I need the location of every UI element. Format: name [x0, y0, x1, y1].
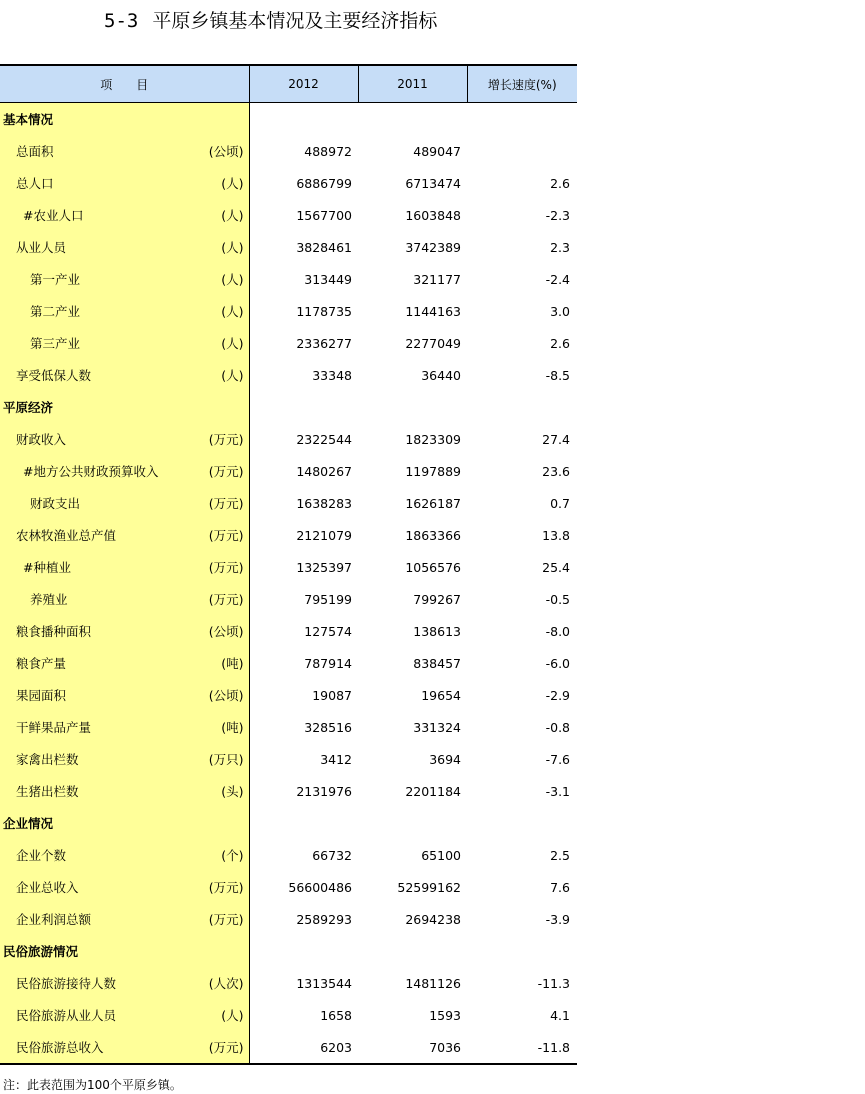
header-2011: 2011 — [358, 65, 467, 103]
value-2012-cell: 3828461 — [296, 239, 352, 255]
table-row — [0, 487, 577, 519]
item-label: #种植业 — [23, 560, 71, 575]
growth-cell — [467, 391, 577, 423]
section-row — [0, 935, 577, 967]
table-row — [0, 423, 577, 455]
unit-label: (万元) — [208, 912, 244, 927]
growth-cell: 25.4 — [542, 559, 570, 575]
growth-cell: -11.8 — [467, 1031, 577, 1064]
item-cell — [0, 519, 249, 551]
table-row — [0, 359, 577, 391]
table-row — [0, 647, 577, 679]
growth-cell: -8.0 — [545, 623, 570, 639]
item-cell — [0, 839, 249, 871]
item-cell — [0, 583, 249, 615]
value-2011-cell: 1626187 — [405, 495, 461, 511]
growth-cell — [467, 103, 577, 136]
section-row — [0, 391, 577, 423]
value-2012-cell: 328516 — [304, 719, 352, 735]
table-row — [0, 711, 577, 743]
value-2012-cell: 787914 — [304, 655, 352, 671]
item-label: 家禽出栏数 — [16, 752, 79, 767]
growth-cell — [467, 807, 577, 839]
table-row — [0, 999, 577, 1031]
value-2011-cell: 3694 — [429, 751, 461, 767]
growth-cell: 7.6 — [550, 879, 570, 895]
item-label: 第一产业 — [30, 272, 81, 287]
value-2011-cell: 6713474 — [405, 175, 461, 191]
value-2012-cell: 66732 — [312, 847, 352, 863]
value-2011-cell: 2201184 — [405, 783, 461, 799]
item-label: 养殖业 — [30, 592, 68, 607]
unit-label: (万元) — [208, 1040, 244, 1055]
value-2012-cell: 1178735 — [296, 303, 352, 319]
value-2011-cell: 3742389 — [405, 239, 461, 255]
item-cell — [0, 167, 249, 199]
value-2011-cell: 7036 — [358, 1031, 467, 1064]
growth-cell: 3.0 — [550, 303, 570, 319]
growth-cell: -8.5 — [545, 367, 570, 383]
item-cell — [0, 807, 249, 839]
item-cell — [0, 935, 249, 967]
item-cell — [0, 487, 249, 519]
unit-label: (人) — [221, 1008, 244, 1023]
item-cell — [0, 327, 249, 359]
growth-cell: -3.1 — [545, 783, 570, 799]
item-label: 第三产业 — [30, 336, 81, 351]
growth-cell: -0.5 — [545, 591, 570, 607]
value-2012-cell: 1325397 — [296, 559, 352, 575]
item-label: 财政支出 — [30, 496, 81, 511]
growth-cell — [467, 935, 577, 967]
growth-cell: -2.9 — [545, 687, 570, 703]
value-2011-cell: 19654 — [421, 687, 461, 703]
growth-cell: -11.3 — [537, 975, 570, 991]
item-label: 总面积 — [16, 144, 54, 159]
unit-label: (人) — [221, 272, 244, 287]
table-row — [0, 871, 577, 903]
item-cell — [0, 231, 249, 263]
table-row — [0, 519, 577, 551]
table-number: 5-3 — [104, 10, 139, 32]
item-cell — [0, 967, 249, 999]
item-cell — [0, 359, 249, 391]
item-label: 民俗旅游从业人员 — [16, 1008, 117, 1023]
unit-label: (公顷) — [208, 688, 244, 703]
table-row — [0, 583, 577, 615]
value-2012-cell: 19087 — [312, 687, 352, 703]
unit-label: (人) — [221, 368, 244, 383]
value-2011-cell: 1197889 — [405, 463, 461, 479]
item-cell — [0, 871, 249, 903]
value-2011-cell: 1603848 — [405, 207, 461, 223]
table-row — [0, 903, 577, 935]
value-2012-cell: 2589293 — [296, 911, 352, 927]
table-row — [0, 263, 577, 295]
table-row — [0, 295, 577, 327]
growth-cell: -3.9 — [545, 911, 570, 927]
table-row — [0, 551, 577, 583]
growth-cell: 2.3 — [550, 239, 570, 255]
table-row — [0, 743, 577, 775]
growth-cell: 2.6 — [550, 335, 570, 351]
item-cell — [0, 647, 249, 679]
value-2011-cell: 138613 — [413, 623, 461, 639]
value-2012-cell: 1658 — [320, 1007, 352, 1023]
unit-label: (个) — [221, 848, 244, 863]
header-growth: 增长速度(%) — [467, 65, 577, 103]
unit-label: (人) — [221, 304, 244, 319]
value-2012-cell: 1313544 — [296, 975, 352, 991]
table-row — [0, 839, 577, 871]
item-cell — [0, 199, 249, 231]
unit-label: (头) — [221, 784, 244, 799]
growth-cell: 0.7 — [550, 495, 570, 511]
item-label: 粮食产量 — [16, 656, 67, 671]
value-2012-cell: 56600486 — [288, 879, 352, 895]
item-label: 总人口 — [16, 176, 54, 191]
value-2011-cell — [358, 391, 467, 423]
unit-label: (万元) — [208, 880, 244, 895]
value-2011-cell: 321177 — [413, 271, 461, 287]
growth-cell: -0.8 — [545, 719, 570, 735]
value-2011-cell: 799267 — [413, 591, 461, 607]
unit-label: (万元) — [208, 496, 244, 511]
growth-cell: 27.4 — [542, 431, 570, 447]
item-cell — [0, 135, 249, 167]
unit-label: (人) — [221, 240, 244, 255]
item-label: 干鲜果品产量 — [16, 720, 92, 735]
unit-label: (人) — [221, 336, 244, 351]
table-row — [0, 1031, 577, 1064]
value-2012-cell: 3412 — [320, 751, 352, 767]
item-label: 企业利润总额 — [16, 912, 92, 927]
item-cell — [0, 615, 249, 647]
growth-cell: -2.4 — [545, 271, 570, 287]
header-item: 项 目 — [0, 65, 249, 103]
item-label: 财政收入 — [16, 432, 67, 447]
item-cell — [0, 263, 249, 295]
item-cell — [0, 391, 249, 423]
value-2011-cell: 1863366 — [405, 527, 461, 543]
unit-label: (人次) — [208, 976, 244, 991]
unit-label: (万元) — [208, 464, 244, 479]
value-2012-cell — [249, 807, 358, 839]
item-cell — [0, 423, 249, 455]
unit-label: (万只) — [208, 752, 244, 767]
value-2012-cell: 2131976 — [296, 783, 352, 799]
section-row — [0, 103, 577, 136]
growth-cell: 23.6 — [542, 463, 570, 479]
item-label: 第二产业 — [30, 304, 81, 319]
table-row — [0, 775, 577, 807]
item-label: #地方公共财政预算收入 — [23, 464, 159, 479]
value-2011-cell: 1481126 — [405, 975, 461, 991]
item-cell — [0, 455, 249, 487]
item-cell — [0, 103, 249, 136]
growth-cell: 2.6 — [550, 175, 570, 191]
growth-cell — [467, 135, 577, 167]
value-2011-cell — [358, 103, 467, 136]
item-label: 农林牧渔业总产值 — [16, 528, 117, 543]
table-row — [0, 455, 577, 487]
section-label: 平原经济 — [3, 400, 54, 415]
value-2012-cell: 1480267 — [296, 463, 352, 479]
table-row — [0, 679, 577, 711]
table-row — [0, 615, 577, 647]
table-row — [0, 199, 577, 231]
growth-cell: -6.0 — [545, 655, 570, 671]
value-2011-cell: 838457 — [413, 655, 461, 671]
value-2011-cell: 36440 — [421, 367, 461, 383]
table-row — [0, 167, 577, 199]
value-2011-cell: 331324 — [413, 719, 461, 735]
value-2011-cell — [358, 807, 467, 839]
growth-cell: 2.5 — [550, 847, 570, 863]
item-cell — [0, 743, 249, 775]
value-2011-cell: 1056576 — [405, 559, 461, 575]
item-label: 民俗旅游接待人数 — [16, 976, 117, 991]
unit-label: (万元) — [208, 528, 244, 543]
item-label: 民俗旅游总收入 — [16, 1040, 104, 1055]
table-row — [0, 231, 577, 263]
table-body — [0, 103, 577, 1065]
section-label: 基本情况 — [3, 112, 54, 127]
indicator-table — [0, 64, 577, 1065]
unit-label: (公顷) — [208, 624, 244, 639]
table-header-row — [0, 65, 577, 103]
growth-cell: 13.8 — [542, 527, 570, 543]
value-2011-cell: 1144163 — [405, 303, 461, 319]
item-cell — [0, 711, 249, 743]
value-2011-cell: 52599162 — [397, 879, 461, 895]
item-label: 粮食播种面积 — [16, 624, 92, 639]
value-2011-cell — [358, 935, 467, 967]
growth-cell: -7.6 — [545, 751, 570, 767]
table-row — [0, 135, 577, 167]
value-2011-cell: 1593 — [429, 1007, 461, 1023]
value-2011-cell: 2694238 — [405, 911, 461, 927]
item-cell — [0, 999, 249, 1031]
unit-label: (万元) — [208, 432, 244, 447]
value-2011-cell: 489047 — [413, 143, 461, 159]
item-cell — [0, 1031, 249, 1064]
item-cell — [0, 679, 249, 711]
value-2012-cell: 2322544 — [296, 431, 352, 447]
item-label: 从业人员 — [16, 240, 67, 255]
value-2012-cell: 6886799 — [296, 175, 352, 191]
value-2012-cell — [249, 935, 358, 967]
section-label: 民俗旅游情况 — [3, 944, 79, 959]
value-2011-cell: 2277049 — [405, 335, 461, 351]
item-cell — [0, 775, 249, 807]
table-note: 注：此表范围为100个平原乡镇。 — [3, 1078, 182, 1092]
item-cell — [0, 551, 249, 583]
section-label: 企业情况 — [3, 816, 54, 831]
table-row — [0, 327, 577, 359]
item-label: 享受低保人数 — [16, 368, 92, 383]
value-2012-cell: 2121079 — [296, 527, 352, 543]
item-label: 果园面积 — [16, 688, 67, 703]
unit-label: (万元) — [208, 592, 244, 607]
value-2012-cell: 1567700 — [296, 207, 352, 223]
item-label: 企业总收入 — [16, 880, 79, 895]
unit-label: (吨) — [221, 720, 244, 735]
value-2012-cell: 795199 — [304, 591, 352, 607]
item-cell — [0, 903, 249, 935]
header-2012: 2012 — [249, 65, 358, 103]
value-2012-cell: 2336277 — [296, 335, 352, 351]
value-2011-cell: 1823309 — [405, 431, 461, 447]
value-2012-cell: 127574 — [304, 623, 352, 639]
page-title — [104, 6, 437, 33]
unit-label: (公顷) — [208, 144, 244, 159]
unit-label: (吨) — [221, 656, 244, 671]
value-2012-cell: 6203 — [249, 1031, 358, 1064]
value-2012-cell: 1638283 — [296, 495, 352, 511]
value-2012-cell: 33348 — [312, 367, 352, 383]
table-title: 平原乡镇基本情况及主要经济指标 — [152, 10, 438, 32]
item-label: #农业人口 — [23, 208, 84, 223]
value-2012-cell — [249, 103, 358, 136]
unit-label: (人) — [221, 176, 244, 191]
item-label: 企业个数 — [16, 848, 67, 863]
unit-label: (万元) — [208, 560, 244, 575]
value-2012-cell: 488972 — [304, 143, 352, 159]
item-cell — [0, 295, 249, 327]
value-2012-cell — [249, 391, 358, 423]
growth-cell: 4.1 — [550, 1007, 570, 1023]
value-2012-cell: 313449 — [304, 271, 352, 287]
item-label: 生猪出栏数 — [16, 784, 79, 799]
growth-cell: -2.3 — [545, 207, 570, 223]
unit-label: (人) — [221, 208, 244, 223]
value-2011-cell: 65100 — [421, 847, 461, 863]
table-row — [0, 967, 577, 999]
section-row — [0, 807, 577, 839]
